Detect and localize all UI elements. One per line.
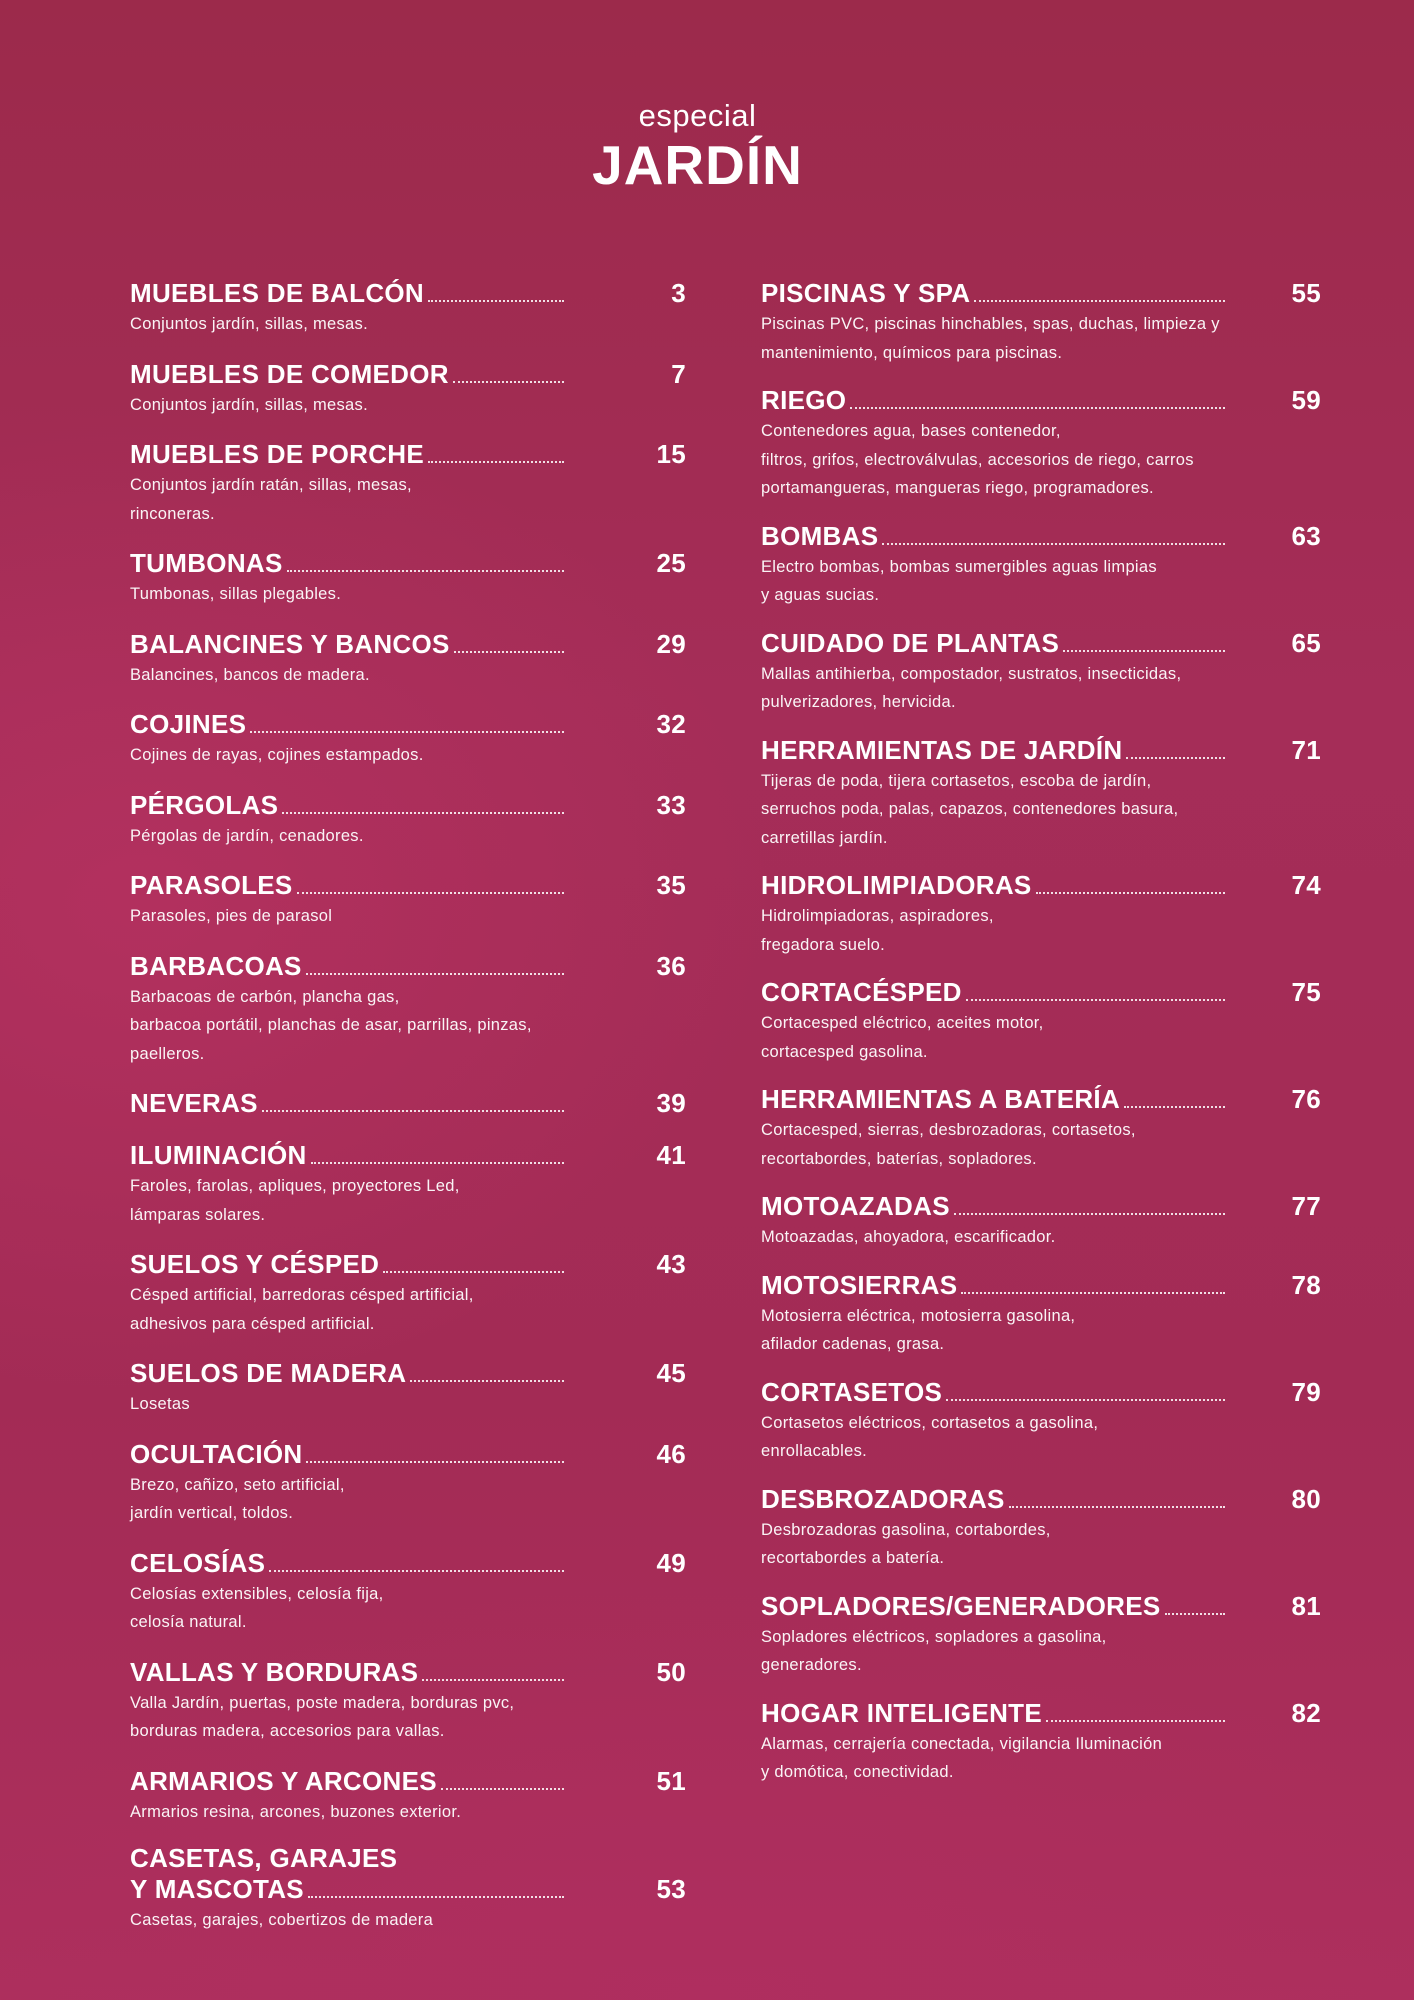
toc-entry-title: SUELOS Y CÉSPED	[130, 1249, 380, 1279]
toc-entry-title: PARASOLES	[130, 870, 293, 900]
toc-entry[interactable]	[130, 1546, 686, 1637]
toc-entry[interactable]	[130, 788, 686, 851]
toc-entry-title: MOTOSIERRAS	[761, 1269, 958, 1300]
toc-entry-title: CORTASETOS	[761, 1376, 943, 1407]
toc-entry-title: RIEGO	[761, 385, 847, 415]
toc-entry-page-number: 71	[1291, 734, 1321, 765]
toc-entry-description: Conjuntos jardín ratán, sillas, mesas, rinconeras.	[130, 476, 412, 523]
toc-entry[interactable]	[130, 1844, 686, 1935]
toc-entry-page-number: 25	[656, 548, 686, 578]
toc-entry[interactable]	[130, 707, 686, 770]
toc-entry-heading	[130, 1356, 686, 1390]
toc-entry-page-number: 29	[656, 628, 686, 659]
toc-entry-heading	[130, 788, 686, 822]
toc-entry-page-number: 33	[656, 789, 686, 820]
toc-leader-dots	[428, 461, 564, 463]
toc-leader-dots	[1036, 892, 1225, 894]
toc-entry-description: Pérgolas de jardín, cenadores.	[130, 826, 364, 845]
toc-entry[interactable]	[761, 868, 1321, 959]
toc-entry-title: MUEBLES DE COMEDOR	[130, 358, 449, 389]
toc-entry-heading	[761, 1082, 1321, 1116]
toc-column-right	[761, 276, 1321, 1803]
toc-entry[interactable]	[130, 1437, 686, 1528]
toc-entry-description: Motoazadas, ahoyadora, escarificador.	[761, 1228, 1056, 1246]
toc-entry-description: Cortacesped eléctrico, aceites motor, cortacesped gasolina.	[761, 1014, 1044, 1061]
toc-entry-heading	[130, 276, 686, 310]
toc-entry-page-number: 75	[1291, 977, 1321, 1007]
toc-entry[interactable]	[761, 733, 1321, 853]
toc-entry-description: Alarmas, cerrajería conectada, vigilancia Iluminación y domótica, conectividad.	[761, 1734, 1163, 1781]
toc-entry-heading	[761, 626, 1321, 660]
toc-entry[interactable]	[130, 546, 686, 609]
toc-entry-heading	[130, 1655, 686, 1689]
toc-entry-description: Faroles, farolas, apliques, proyectores Led, lámparas solares.	[130, 1177, 460, 1224]
toc-entry-page-number: 46	[656, 1438, 686, 1469]
toc-entry-page-number: 7	[671, 358, 686, 389]
toc-entry-title: CELOSÍAS	[130, 1547, 266, 1578]
toc-entry-description: Cortasetos eléctricos, cortasetos a gasolina, enrollacables.	[761, 1413, 1099, 1460]
toc-entry[interactable]	[130, 627, 686, 690]
toc-entry-heading	[761, 519, 1321, 553]
toc-entry-heading	[761, 1375, 1321, 1409]
toc-leader-dots	[297, 892, 564, 894]
toc-entry[interactable]	[761, 276, 1321, 367]
toc-entry-page-number: 39	[656, 1088, 686, 1118]
toc-entry[interactable]	[761, 1375, 1321, 1466]
toc-entry-title: VALLAS Y BORDURAS	[130, 1656, 419, 1687]
toc-column-left	[130, 276, 686, 1953]
toc-entry[interactable]	[761, 519, 1321, 610]
toc-leader-dots	[946, 1399, 1225, 1401]
toc-entry-page-number: 15	[656, 439, 686, 469]
toc-leader-dots	[1165, 1613, 1225, 1615]
toc-entry-title: COJINES	[130, 709, 247, 739]
toc-leader-dots	[282, 812, 564, 814]
toc-entry-heading	[761, 383, 1321, 417]
toc-entry[interactable]	[130, 1764, 686, 1827]
toc-entry-heading	[130, 707, 686, 741]
header-subtitle: especial	[638, 98, 757, 133]
toc-entry-description: Conjuntos jardín, sillas, mesas.	[130, 315, 368, 333]
toc-entry[interactable]	[761, 1589, 1321, 1680]
toc-entry[interactable]	[761, 1482, 1321, 1573]
toc-entry-page-number: 63	[1291, 520, 1321, 551]
toc-entry-title: HOGAR INTELIGENTE	[761, 1697, 1042, 1728]
toc-leader-dots	[441, 1788, 564, 1790]
toc-entry-title: ARMARIOS Y ARCONES	[130, 1765, 437, 1796]
toc-entry-title: ILUMINACIÓN	[130, 1140, 307, 1170]
toc-leader-dots	[882, 543, 1225, 545]
toc-entry-page-number: 78	[1291, 1269, 1321, 1300]
toc-entry-page-number: 45	[656, 1358, 686, 1388]
toc-entry-description: Hidrolimpiadoras, aspiradores, fregadora suelo.	[761, 907, 994, 954]
toc-entry-heading	[761, 1589, 1321, 1623]
toc-entry[interactable]	[130, 949, 686, 1069]
toc-entry-heading	[761, 868, 1321, 902]
toc-entry-description: Cojines de rayas, cojines estampados.	[130, 746, 424, 764]
toc-entry-heading	[130, 1247, 686, 1281]
toc-entry-description: Sopladores eléctricos, sopladores a gasolina, generadores.	[761, 1627, 1107, 1674]
toc-entry-description: Casetas, garajes, cobertizos de madera	[130, 1911, 434, 1929]
toc-leader-dots	[287, 570, 564, 572]
toc-entry-description: Césped artificial, barredoras césped artificial, adhesivos para césped artificial.	[130, 1286, 474, 1333]
toc-entry-heading	[130, 868, 686, 902]
toc-leader-dots	[269, 1570, 564, 1572]
toc-leader-dots	[1124, 1106, 1225, 1108]
toc-entry-page-number: 41	[656, 1140, 686, 1170]
toc-entry-title: BARBACOAS	[130, 950, 302, 981]
toc-entry[interactable]	[761, 383, 1321, 503]
toc-leader-dots	[306, 973, 564, 975]
toc-entry-heading	[761, 1696, 1321, 1730]
toc-entry-description: Losetas	[130, 1395, 190, 1413]
toc-entry-description: Desbrozadoras gasolina, cortabordes, recortabordes a batería.	[761, 1520, 1051, 1567]
toc-entry-page-number: 35	[656, 870, 686, 900]
toc-entry-heading	[130, 546, 686, 580]
toc-entry-heading	[761, 1189, 1321, 1223]
toc-entry-description: Cortacesped, sierras, desbrozadoras, cortasetos, recortabordes, baterías, sopladores.	[761, 1121, 1136, 1168]
toc-leader-dots	[250, 731, 564, 733]
toc-leader-dots	[383, 1271, 564, 1273]
toc-entry-heading	[130, 437, 686, 471]
toc-entry[interactable]	[130, 276, 686, 339]
header-title: JARDÍN	[592, 134, 803, 196]
toc-entry-title: SOPLADORES/GENERADORES	[761, 1590, 1161, 1621]
toc-leader-dots	[1009, 1506, 1225, 1508]
toc-entry-page-number: 53	[656, 1874, 686, 1904]
toc-entry[interactable]	[130, 1086, 686, 1120]
toc-leader-dots	[974, 300, 1225, 302]
toc-leader-dots	[1046, 1720, 1225, 1722]
toc-entry-description: Tumbonas, sillas plegables.	[130, 585, 342, 603]
toc-entry-description: Conjuntos jardín, sillas, mesas.	[130, 395, 368, 414]
toc-entry-description: Contenedores agua, bases contenedor, filtros, grifos, electroválvulas, accesorios de riego, carros portamangueras, mangueras riego, programadores.	[761, 422, 1194, 497]
toc-entry[interactable]	[761, 626, 1321, 717]
toc-entry-description: Motosierra eléctrica, motosierra gasolina, afilador cadenas, grasa.	[761, 1306, 1076, 1353]
toc-entry-description: Parasoles, pies de parasol	[130, 907, 333, 925]
toc-entry[interactable]	[761, 1696, 1321, 1787]
toc-entry-heading	[130, 949, 686, 983]
toc-leader-dots	[1126, 757, 1225, 759]
toc-entry[interactable]	[130, 437, 686, 528]
toc-entry-page-number: 36	[656, 950, 686, 981]
toc-entry-title: MUEBLES DE PORCHE	[130, 439, 425, 469]
toc-entry[interactable]	[761, 1082, 1321, 1173]
toc-entry-heading	[130, 1086, 686, 1120]
toc-entry-heading	[130, 627, 686, 661]
toc-entry[interactable]	[761, 975, 1321, 1066]
toc-leader-dots	[306, 1461, 564, 1463]
toc-entry-page-number: 51	[656, 1765, 686, 1796]
toc-entry-description: Celosías extensibles, celosía fija, celosía natural.	[130, 1584, 384, 1631]
toc-entry-title: SUELOS DE MADERA	[130, 1358, 407, 1388]
toc-entry-title: HIDROLIMPIADORAS	[761, 870, 1032, 900]
toc-entry-title: MUEBLES DE BALCÓN	[130, 278, 424, 308]
toc-leader-dots	[454, 651, 564, 653]
toc-entry-title: HERRAMIENTAS A BATERÍA	[761, 1084, 1121, 1114]
toc-entry-heading	[761, 1482, 1321, 1516]
toc-entry-heading	[761, 733, 1321, 767]
toc-entry-heading	[130, 357, 686, 391]
toc-entry[interactable]	[130, 1247, 686, 1338]
toc-entry-title: OCULTACIÓN	[130, 1438, 303, 1469]
toc-leader-dots	[311, 1162, 564, 1164]
toc-entry-heading	[130, 1138, 686, 1172]
toc-leader-dots	[410, 1380, 564, 1382]
toc-leader-dots	[428, 300, 564, 302]
toc-entry-page-number: 76	[1291, 1084, 1321, 1114]
toc-entry-title: HERRAMIENTAS DE JARDÍN	[761, 734, 1123, 765]
toc-leader-dots	[422, 1679, 564, 1681]
toc-entry-title: TUMBONAS	[130, 548, 283, 578]
toc-entry-page-number: 3	[671, 278, 686, 308]
toc-entry-page-number: 80	[1291, 1483, 1321, 1514]
toc-entry-description: Brezo, cañizo, seto artificial, jardín vertical, toldos.	[130, 1475, 345, 1522]
toc-entry-heading	[130, 1872, 686, 1906]
toc-entry-page-number: 81	[1291, 1590, 1321, 1621]
toc-entry-heading	[130, 1546, 686, 1580]
toc-entry-title: CUIDADO DE PLANTAS	[761, 627, 1060, 658]
toc-entry-title: MOTOAZADAS	[761, 1191, 950, 1221]
toc-entry-description: Tijeras de poda, tijera cortasetos, escoba de jardín, serruchos poda, palas, capazos, contenedores basura, carretillas jardín.	[761, 771, 1179, 847]
toc-entry[interactable]	[130, 357, 686, 420]
toc-entry-page-number: 74	[1291, 870, 1321, 900]
toc-entry[interactable]	[761, 1268, 1321, 1359]
toc-entry-title: BOMBAS	[761, 520, 879, 551]
toc-entry-title-line2: Y MASCOTAS	[130, 1874, 304, 1904]
toc-entry-description: Electro bombas, bombas sumergibles aguas limpias y aguas sucias.	[761, 557, 1157, 604]
toc-entry-heading	[130, 1764, 686, 1798]
toc-entry-description: Armarios resina, arcones, buzones exterior.	[130, 1802, 462, 1821]
toc-entry-description: Piscinas PVC, piscinas hinchables, spas, duchas, limpieza y mantenimiento, químicos para piscinas.	[761, 315, 1220, 362]
toc-entry-page-number: 79	[1291, 1376, 1321, 1407]
toc-entry[interactable]	[130, 1138, 686, 1229]
toc-entry-page-number: 65	[1291, 627, 1321, 658]
toc-entry-page-number: 55	[1291, 278, 1321, 308]
toc-entry-heading	[130, 1437, 686, 1471]
toc-entry[interactable]	[130, 868, 686, 931]
toc-leader-dots	[961, 1292, 1225, 1294]
toc-leader-dots	[453, 381, 564, 383]
toc-entry-heading	[761, 276, 1321, 310]
toc-leader-dots	[850, 407, 1225, 409]
page-header	[0, 98, 1395, 196]
toc-leader-dots	[1063, 650, 1225, 652]
toc-entry-heading	[761, 975, 1321, 1009]
toc-entry-title-line1: CASETAS, GARAJES	[130, 1843, 398, 1873]
toc-entry-description: Barbacoas de carbón, plancha gas, barbacoa portátil, planchas de asar, parrillas, pinzas, paelleros.	[130, 987, 532, 1063]
toc-entry-title: DESBROZADORAS	[761, 1483, 1005, 1514]
toc-leader-dots	[262, 1110, 564, 1112]
toc-entry-page-number: 49	[656, 1547, 686, 1578]
toc-entry-title: CORTACÉSPED	[761, 977, 962, 1007]
toc-entry-title: PÉRGOLAS	[130, 789, 279, 820]
toc-entry-page-number: 43	[656, 1249, 686, 1279]
toc-entry-heading	[761, 1268, 1321, 1302]
toc-entry-description: Valla Jardín, puertas, poste madera, borduras pvc, borduras madera, accesorios para vallas.	[130, 1693, 515, 1740]
toc-entry[interactable]	[761, 1189, 1321, 1252]
toc-entry-title: BALANCINES Y BANCOS	[130, 628, 450, 659]
toc-entry[interactable]	[130, 1356, 686, 1419]
toc-leader-dots	[954, 1213, 1225, 1215]
toc-entry[interactable]	[130, 1655, 686, 1746]
toc-entry-title: PISCINAS Y SPA	[761, 278, 971, 308]
toc-entry-page-number: 77	[1291, 1191, 1321, 1221]
toc-entry-title: NEVERAS	[130, 1088, 258, 1118]
toc-entry-page-number: 82	[1291, 1697, 1321, 1728]
toc-leader-dots	[308, 1896, 564, 1898]
toc-leader-dots	[966, 999, 1225, 1001]
toc-entry-page-number: 32	[656, 709, 686, 739]
toc-entry-description: Mallas antihierba, compostador, sustratos, insecticidas, pulverizadores, hervicida.	[761, 664, 1182, 711]
toc-entry-page-number: 59	[1291, 385, 1321, 415]
toc-entry-description: Balancines, bancos de madera.	[130, 665, 370, 684]
toc-entry-page-number: 50	[656, 1656, 686, 1687]
